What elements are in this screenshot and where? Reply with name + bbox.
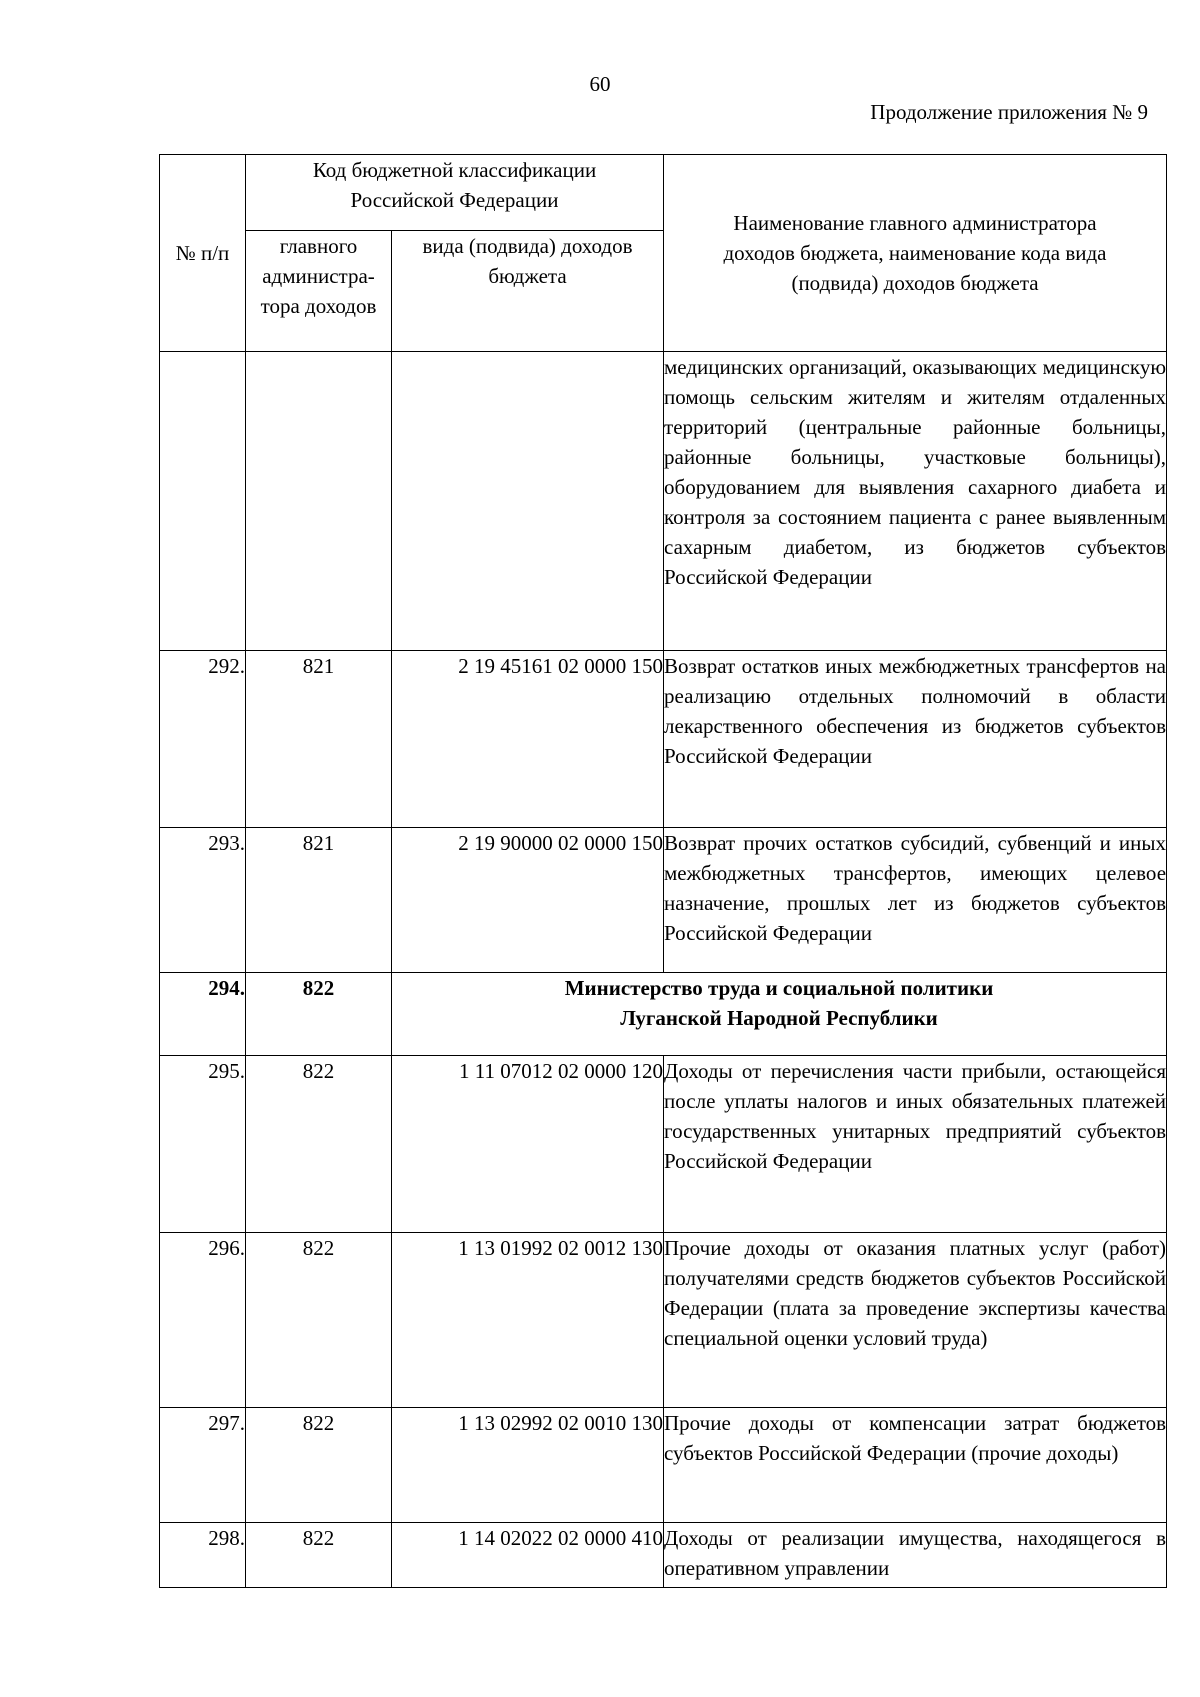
row-admin-code: 822 [246, 1408, 392, 1523]
row-income-code: 2 19 45161 02 0000 150 [392, 651, 664, 828]
header-classification-line-1: Код бюджетной классификации [312, 158, 597, 182]
header-name [664, 155, 1167, 352]
table-row [160, 352, 1167, 651]
table-row [160, 1056, 1167, 1233]
header-name-line-2: доходов бюджета, наименование кода вида [723, 241, 1107, 265]
table-row [160, 1233, 1167, 1408]
header-admin-line-2: администра- [262, 264, 375, 289]
row-admin-code: 821 [246, 651, 392, 828]
header-income-type-line-1: вида (подвида) доходов [422, 234, 633, 259]
section-title [392, 973, 1167, 1056]
row-income-code [392, 352, 664, 651]
row-name: медицинских организаций, оказывающих медицинскую помощь сельским жителям и жителям отдаленных территорий (центральные районные больницы, районные больницы, участковые больницы), оборудованием для выявления сахарного диабета и контроля за состоянием пациента с ранее выявленным сахарным диабетом, из бюджетов субъектов Российской Федерации [664, 352, 1167, 651]
header-name-line-3: (подвида) доходов бюджета [791, 271, 1039, 295]
header-income-type [392, 231, 664, 352]
row-name: Возврат прочих остатков субсидий, субвенций и иных межбюджетных трансфертов, имеющих целевое назначение, прошлых лет из бюджетов субъектов Российской Федерации [664, 828, 1167, 973]
table-header [160, 155, 1167, 352]
row-name: Прочие доходы от оказания платных услуг (работ) получателями средств бюджетов субъектов Российской Федерации (плата за проведение экспертизы качества специальной оценки условий труда) [664, 1233, 1167, 1408]
table-row [160, 1408, 1167, 1523]
table-row [160, 651, 1167, 828]
budget-classification-table [159, 154, 1167, 1588]
header-name-line-1: Наименование главного администратора [733, 211, 1097, 235]
header-classification-line-2: Российской Федерации [350, 188, 559, 212]
page-number: 60 [589, 72, 611, 96]
row-income-code: 1 11 07012 02 0000 120 [392, 1056, 664, 1233]
section-title-line-2: Луганской Народной Республики [620, 1006, 938, 1030]
row-name: Возврат остатков иных межбюджетных трансфертов на реализацию отдельных полномочий в области лекарственного обеспечения из бюджетов субъектов Российской Федерации [664, 651, 1167, 828]
row-admin-code: 822 [246, 1056, 392, 1233]
header-admin-line-1: главного [279, 234, 358, 259]
row-number: 293. [160, 828, 246, 973]
row-name: Доходы от перечисления части прибыли, остающейся после уплаты налогов и иных обязательных платежей государственных унитарных предприятий субъектов Российской Федерации [664, 1056, 1167, 1233]
row-name: Доходы от реализации имущества, находящегося в оперативном управлении [664, 1523, 1167, 1588]
row-admin-code: 821 [246, 828, 392, 973]
row-admin-code: 822 [246, 1233, 392, 1408]
row-number: 292. [160, 651, 246, 828]
header-income-type-line-2: бюджета [488, 264, 567, 289]
section-title-line-1: Министерство труда и социальной политики [564, 976, 994, 1000]
row-number: 296. [160, 1233, 246, 1408]
row-admin-code: 822 [246, 1523, 392, 1588]
row-number: 294. [160, 973, 246, 1056]
row-number: 297. [160, 1408, 246, 1523]
header-row-number: № п/п [160, 155, 246, 352]
header-classification-code [246, 155, 664, 231]
row-admin-code: 822 [246, 973, 392, 1056]
row-income-code: 2 19 90000 02 0000 150 [392, 828, 664, 973]
row-admin-code [246, 352, 392, 651]
row-income-code: 1 13 02992 02 0010 130 [392, 1408, 664, 1523]
appendix-continuation-label: Продолжение приложения № 9 [870, 100, 1148, 124]
row-number [160, 352, 246, 651]
row-income-code: 1 14 02022 02 0000 410 [392, 1523, 664, 1588]
section-header-row [160, 973, 1167, 1056]
header-admin-line-3: тора доходов [260, 294, 377, 319]
row-number: 295. [160, 1056, 246, 1233]
row-number: 298. [160, 1523, 246, 1588]
header-main-administrator [246, 231, 392, 352]
table-row [160, 1523, 1167, 1588]
row-income-code: 1 13 01992 02 0012 130 [392, 1233, 664, 1408]
row-name: Прочие доходы от компенсации затрат бюджетов субъектов Российской Федерации (прочие доходы) [664, 1408, 1167, 1523]
table-row [160, 828, 1167, 973]
